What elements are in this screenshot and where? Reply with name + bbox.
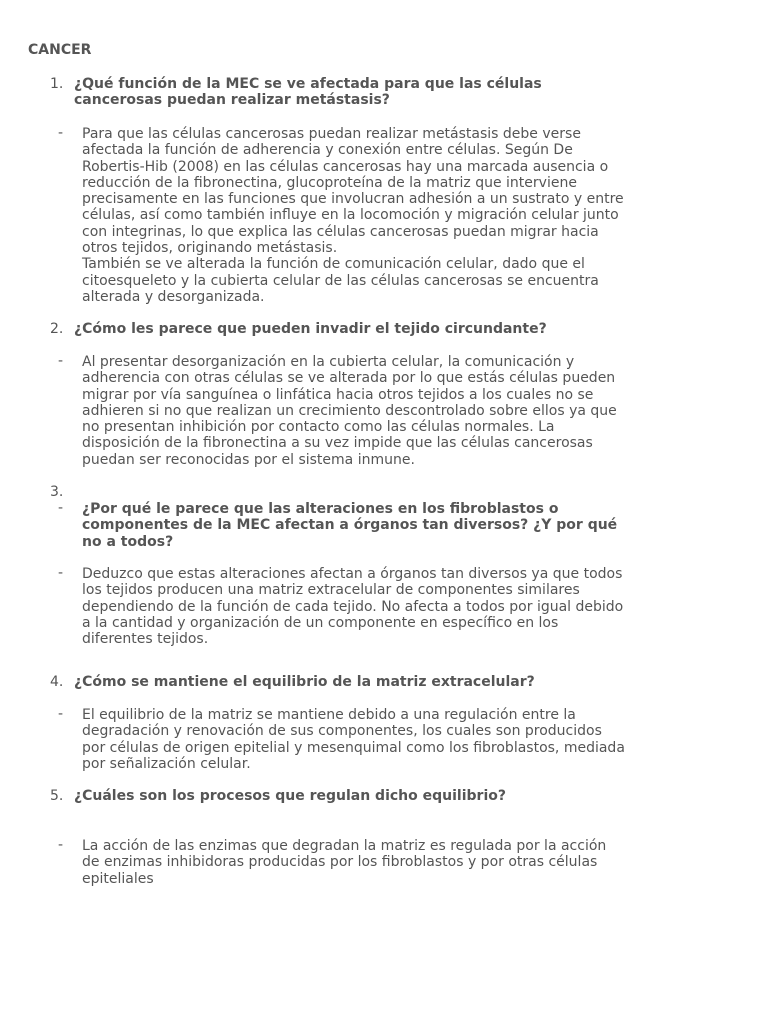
bullet-dash: - — [58, 500, 64, 516]
answer-paragraph: Para que las células cancerosas puedan realizar metástasis debe verse afectada la función de adherencia y conexión entre células. Según De Robertis-Hib (2008) en las células cancerosas hay una marcada ausencia o reducción de la fibronectina, glucoproteína de la matriz que interviene precisamente en las funciones que involucran adhesión a un sustrato y entre células, así como también influye en la locomoción y migración celular junto con integrinas, lo que explica las células cancerosas puedan migrar hacia otros tejidos, originando metástasis. También se ve alterada la función de comunicación celular, dado que el citoesqueleto y la cubierta celular de las células cancerosas se encuentra alterada y desorganizada. — [82, 126, 624, 305]
document-title: CANCER — [28, 42, 92, 58]
question-text: ¿Cómo les parece que pueden invadir el tejido circundante? — [74, 321, 547, 337]
bullet-dash: - — [58, 125, 64, 141]
bullet-dash: - — [58, 353, 64, 369]
question-text: ¿Por qué le parece que las alteraciones en los fibroblastos o componentes de la MEC afectan a órganos tan diversos? ¿Y por qué no a todos? — [82, 501, 618, 550]
answer-paragraph: La acción de las enzimas que degradan la matriz es regulada por la acción de enzimas inhibidoras producidas por los fibroblastos y por otras células epiteliales — [82, 838, 607, 887]
bullet-dash: - — [58, 565, 64, 581]
question-text: ¿Cómo se mantiene el equilibrio de la matriz extracelular? — [74, 674, 535, 690]
question-text: ¿Qué función de la MEC se ve afectada para que las células cancerosas puedan realizar metástasis? — [74, 76, 542, 109]
item-number: 5. — [50, 788, 64, 804]
question-text: ¿Cuáles son los procesos que regulan dicho equilibrio? — [74, 788, 506, 804]
bullet-dash: - — [58, 837, 64, 853]
bullet-dash: - — [58, 706, 64, 722]
item-number: 3. — [50, 484, 64, 500]
answer-paragraph: Al presentar desorganización en la cubierta celular, la comunicación y adherencia con otras células se ve alterada por lo que estás células pueden migrar por vía sanguínea o linfática hacia otros tejidos a los cuales no se adhieren si no que realizan un crecimiento descontrolado sobre ellos ya que no presentan inhibición por contacto como las células normales. La disposición de la fibronectina a su vez impide que las células cancerosas puedan ser reconocidas por el sistema inmune. — [82, 354, 617, 468]
answer-paragraph: Deduzco que estas alteraciones afectan a órganos tan diversos ya que todos los tejidos producen una matriz extracelular de componentes similares dependiendo de la función de cada tejido. No afecta a todos por igual debido a la cantidad y organización de un componente en específico en los diferentes tejidos. — [82, 566, 624, 648]
item-number: 4. — [50, 674, 64, 690]
item-number: 2. — [50, 321, 64, 337]
answer-paragraph: El equilibrio de la matriz se mantiene debido a una regulación entre la degradación y renovación de sus componentes, los cuales son producidos por células de origen epitelial y mesenquimal como los fibroblastos, mediada por señalización celular. — [82, 707, 625, 772]
item-number: 1. — [50, 76, 64, 92]
